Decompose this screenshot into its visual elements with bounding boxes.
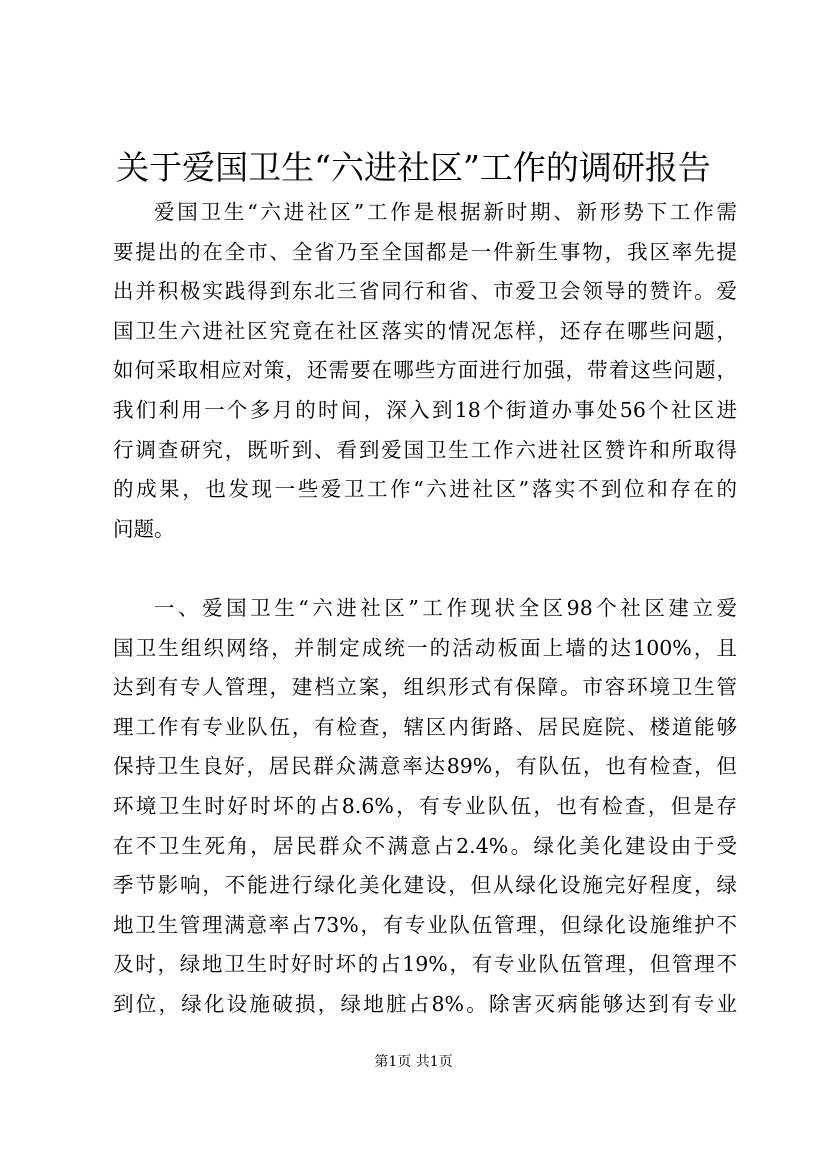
paragraph-2-line: 到位，绿化设施破损，绿地脏占8%。除害灭病能够达到有专业 bbox=[113, 991, 737, 1016]
paragraph-1-line: 的成果，也发现一些爱卫工作“六进社区”落实不到位和存在的 bbox=[113, 477, 737, 502]
document-title: 关于爱国卫生“六进社区”工作的调研报告 bbox=[116, 148, 711, 187]
paragraph-1-line: 我们利用一个多月的时间，深入到18个街道办事处56个社区进 bbox=[113, 397, 737, 422]
paragraph-1-line: 问题。 bbox=[113, 516, 175, 541]
paragraph-1-line: 出并积极实践得到东北三省同行和省、市爱卫会领导的赞许。爱 bbox=[113, 279, 737, 304]
paragraph-2-line: 地卫生管理满意率占73%，有专业队伍管理，但绿化设施维护不 bbox=[113, 912, 737, 937]
paragraph-2-line: 保持卫生良好，居民群众满意率达89%，有队伍，也有检查，但 bbox=[113, 754, 737, 779]
paragraph-2-line: 季节影响，不能进行绿化美化建设，但从绿化设施完好程度，绿 bbox=[113, 873, 737, 898]
paragraph-1-line: 行调查研究，既听到、看到爱国卫生工作六进社区赞许和所取得 bbox=[113, 437, 737, 462]
paragraph-2-line: 在不卫生死角，居民群众不满意占2.4%。绿化美化建设由于受 bbox=[113, 833, 737, 858]
paragraph-1-line: 如何采取相应对策，还需要在哪些方面进行加强，带着这些问题， bbox=[113, 358, 737, 383]
paragraph-2 bbox=[113, 589, 737, 1025]
paragraph-2-line: 环境卫生时好时坏的占8.6%，有专业队伍，也有检查，但是存 bbox=[113, 793, 737, 818]
paragraph-1-line: 爱国卫生“六进社区”工作是根据新时期、新形势下工作需 bbox=[154, 200, 737, 224]
page-footer: 第1页 共1页 bbox=[374, 1054, 453, 1070]
paragraph-1 bbox=[113, 193, 737, 549]
paragraph-2-line: 理工作有专业队伍，有检查，辖区内街路、居民庭院、楼道能够 bbox=[113, 714, 737, 739]
paragraph-1-line: 国卫生六进社区究竟在社区落实的情况怎样，还存在哪些问题， bbox=[113, 318, 737, 343]
paragraph-2-line: 一、爱国卫生“六进社区”工作现状全区98个社区建立爱 bbox=[154, 596, 737, 620]
paragraph-1-line: 要提出的在全市、全省乃至全国都是一件新生事物，我区率先提 bbox=[113, 239, 737, 264]
paragraph-2-line: 达到有专人管理，建档立案，组织形式有保障。市容环境卫生管 bbox=[113, 675, 737, 700]
paragraph-2-line: 及时，绿地卫生时好时坏的占19%，有专业队伍管理，但管理不 bbox=[113, 952, 737, 977]
paragraph-2-line: 国卫生组织网络，并制定成统一的活动板面上墙的达100%，且 bbox=[113, 635, 737, 660]
